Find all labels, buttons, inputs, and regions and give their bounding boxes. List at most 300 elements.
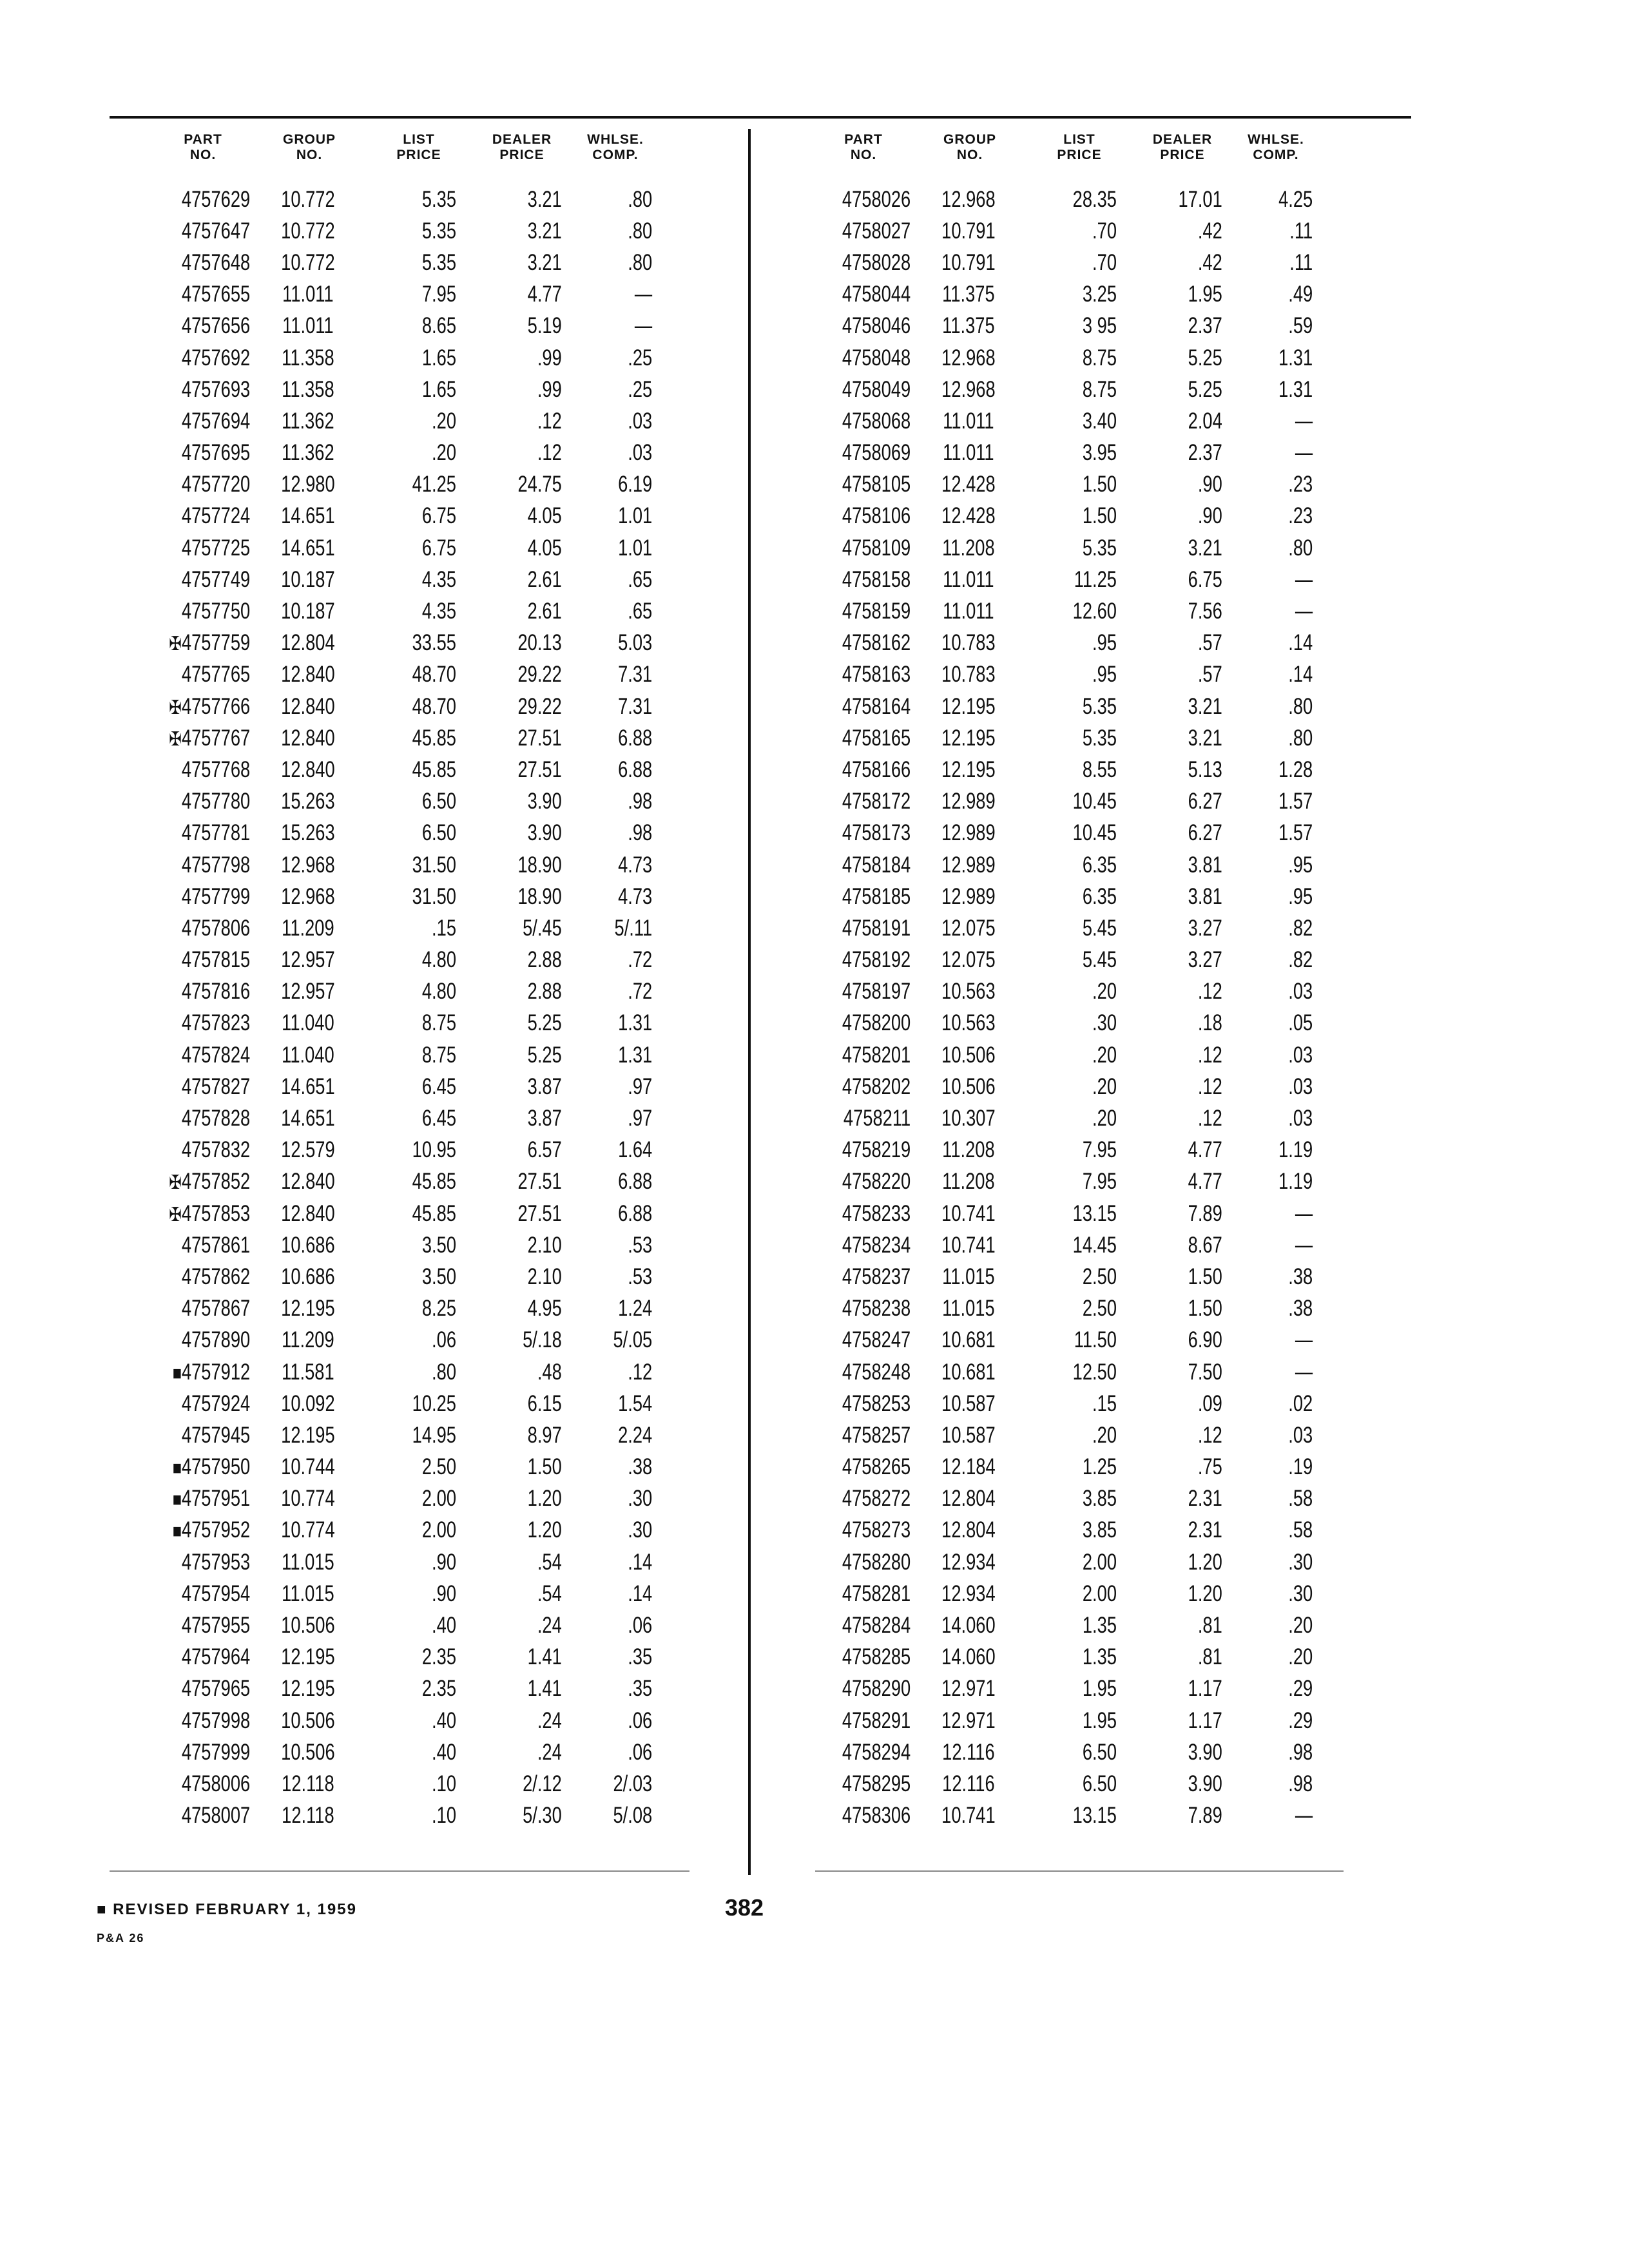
part-number bbox=[815, 1043, 911, 1068]
list-price: 3.50 bbox=[421, 1232, 456, 1258]
part-number bbox=[815, 1296, 911, 1321]
part-number bbox=[155, 472, 250, 497]
whlse-comp: 1.31 bbox=[618, 1042, 653, 1068]
whlse-comp: — bbox=[1295, 408, 1313, 434]
part-number bbox=[815, 282, 911, 307]
part-number bbox=[815, 1201, 911, 1227]
part-number bbox=[815, 1613, 911, 1639]
group-number: 10.744 bbox=[281, 1454, 335, 1480]
table-row bbox=[155, 976, 733, 1008]
part-number bbox=[155, 630, 250, 656]
whlse-comp: .53 bbox=[628, 1232, 653, 1258]
dealer-price: 27.51 bbox=[517, 756, 562, 782]
group-number: 12.840 bbox=[281, 693, 335, 719]
table-row bbox=[155, 1325, 733, 1356]
table-row bbox=[155, 1452, 733, 1483]
dealer-price: 20.13 bbox=[517, 630, 562, 656]
table-row bbox=[815, 912, 1393, 944]
table-row bbox=[155, 945, 733, 976]
dealer-price: 1.20 bbox=[1188, 1581, 1222, 1606]
group-number: 12.971 bbox=[941, 1707, 996, 1733]
list-price: 4.80 bbox=[421, 979, 456, 1004]
part-number bbox=[815, 726, 911, 751]
group-number: 11.011 bbox=[943, 440, 994, 466]
page-number: 382 bbox=[725, 1894, 764, 1921]
part-number-text: 4758191 bbox=[842, 915, 911, 941]
table-row bbox=[155, 1705, 733, 1736]
table-row bbox=[155, 1229, 733, 1261]
group-number: 10.506 bbox=[941, 1042, 996, 1068]
list-price: 6.35 bbox=[1082, 852, 1117, 878]
part-number bbox=[155, 1074, 250, 1100]
dealer-price: 3.21 bbox=[1188, 535, 1222, 561]
table-row bbox=[155, 1610, 733, 1641]
part-number-text: 4757828 bbox=[181, 1106, 251, 1131]
whlse-comp: .03 bbox=[1288, 1422, 1313, 1448]
whlse-comp: .97 bbox=[628, 1106, 653, 1131]
table-row bbox=[155, 1546, 733, 1578]
whlse-comp: .98 bbox=[1288, 1739, 1313, 1765]
part-number-text: 4757816 bbox=[181, 979, 251, 1004]
part-number-text: 4757767 bbox=[181, 725, 251, 751]
whlse-comp: — bbox=[1295, 566, 1313, 592]
whlse-comp: .06 bbox=[628, 1739, 653, 1765]
dealer-price: 4.05 bbox=[527, 535, 562, 561]
part-number-text: 4757867 bbox=[181, 1296, 251, 1321]
table-row bbox=[815, 1135, 1393, 1166]
part-number-text: 4757832 bbox=[181, 1137, 251, 1163]
dealer-price: 5.25 bbox=[1188, 345, 1222, 370]
table-row bbox=[155, 754, 733, 785]
dealer-price: 7.89 bbox=[1188, 1200, 1222, 1226]
dealer-price: 8.97 bbox=[527, 1422, 562, 1448]
part-number bbox=[815, 1074, 911, 1100]
dealer-price: 17.01 bbox=[1178, 186, 1222, 212]
part-number-text: 4757998 bbox=[181, 1707, 251, 1733]
part-number bbox=[815, 1264, 911, 1290]
section-code: P&A 26 bbox=[97, 1932, 145, 1945]
part-number bbox=[155, 1327, 250, 1353]
part-number-text: 4757693 bbox=[181, 376, 251, 402]
whlse-comp: .38 bbox=[1288, 1264, 1313, 1289]
part-number bbox=[815, 408, 911, 434]
part-number-text: 4757924 bbox=[181, 1390, 251, 1416]
part-number bbox=[815, 947, 911, 973]
group-number: 14.060 bbox=[941, 1613, 996, 1639]
table-row bbox=[155, 1102, 733, 1134]
whlse-comp: .29 bbox=[1288, 1707, 1313, 1733]
part-number bbox=[815, 1740, 911, 1765]
list-price: 45.85 bbox=[412, 1200, 456, 1226]
row-marker: ✠ bbox=[169, 697, 182, 718]
group-number: 15.263 bbox=[281, 789, 335, 814]
dealer-price: 2.10 bbox=[527, 1232, 562, 1258]
list-price: 4.35 bbox=[421, 599, 456, 624]
part-number-text: 4757692 bbox=[181, 345, 251, 370]
dealer-price: .90 bbox=[1197, 503, 1222, 529]
header-whlse-comp: WHLSE. COMP. bbox=[1248, 132, 1304, 162]
list-price: .10 bbox=[432, 1803, 456, 1829]
part-number bbox=[155, 852, 250, 878]
list-price: .20 bbox=[1092, 1073, 1117, 1099]
part-number-text: 4758219 bbox=[842, 1137, 911, 1163]
dealer-price: 27.51 bbox=[517, 1169, 562, 1195]
group-number: 14.651 bbox=[281, 503, 335, 529]
part-number bbox=[155, 789, 250, 814]
part-number bbox=[815, 630, 911, 656]
dealer-price: 6.15 bbox=[527, 1390, 562, 1416]
dealer-price: .12 bbox=[1197, 1073, 1222, 1099]
table-row bbox=[155, 1673, 733, 1705]
whlse-comp: .03 bbox=[628, 440, 653, 466]
part-number-text: 4758257 bbox=[842, 1422, 911, 1448]
group-number: 11.040 bbox=[282, 1010, 334, 1036]
part-number-text: 4758281 bbox=[842, 1581, 911, 1606]
list-price: 5.35 bbox=[421, 186, 456, 212]
list-price: 3.50 bbox=[421, 1264, 456, 1289]
dealer-price: .81 bbox=[1197, 1613, 1222, 1639]
group-number: 14.651 bbox=[281, 535, 335, 561]
list-price: 3.40 bbox=[1082, 408, 1117, 434]
part-number bbox=[815, 535, 911, 561]
table-row bbox=[815, 1008, 1393, 1039]
list-price: 7.95 bbox=[421, 282, 456, 307]
table-row bbox=[815, 1578, 1393, 1610]
group-number: 12.428 bbox=[941, 503, 996, 529]
table-row bbox=[155, 501, 733, 532]
dealer-price: 2.10 bbox=[527, 1264, 562, 1289]
part-number-text: 4758280 bbox=[842, 1549, 911, 1575]
table-row bbox=[155, 722, 733, 754]
list-price: .15 bbox=[432, 915, 456, 941]
group-number: 12.989 bbox=[941, 852, 996, 878]
list-price: 6.50 bbox=[1082, 1739, 1117, 1765]
table-row bbox=[815, 374, 1393, 405]
table-row bbox=[815, 1198, 1393, 1229]
dealer-price: .54 bbox=[537, 1549, 562, 1575]
part-number bbox=[155, 1771, 250, 1797]
list-price: .70 bbox=[1092, 249, 1117, 275]
dealer-price: 4.77 bbox=[1188, 1169, 1222, 1195]
list-price: .90 bbox=[432, 1549, 456, 1575]
whlse-comp: 1.24 bbox=[618, 1296, 653, 1321]
group-number: 12.428 bbox=[941, 472, 996, 497]
list-price: 33.55 bbox=[412, 630, 456, 656]
right-rows bbox=[815, 184, 1395, 1832]
dealer-price: 2.61 bbox=[527, 599, 562, 624]
whlse-comp: 7.31 bbox=[618, 693, 653, 719]
group-number: 12.195 bbox=[281, 1422, 335, 1448]
group-number: 11.015 bbox=[282, 1581, 334, 1606]
part-number-text: 4758068 bbox=[842, 408, 911, 434]
table-row bbox=[815, 1800, 1393, 1832]
whlse-comp: .14 bbox=[1288, 630, 1313, 656]
dealer-price: 27.51 bbox=[517, 1200, 562, 1226]
dealer-price: 1.20 bbox=[527, 1486, 562, 1512]
part-number bbox=[815, 1391, 911, 1417]
table-row bbox=[155, 342, 733, 374]
whlse-comp: .82 bbox=[1288, 947, 1313, 973]
whlse-comp: — bbox=[634, 313, 653, 339]
part-number-text: 4757781 bbox=[181, 820, 251, 846]
part-number bbox=[815, 979, 911, 1004]
dealer-price: .99 bbox=[537, 345, 562, 370]
table-row bbox=[155, 1135, 733, 1166]
column-divider bbox=[748, 129, 751, 1875]
dealer-price: 4.77 bbox=[527, 282, 562, 307]
list-price: 8.75 bbox=[421, 1042, 456, 1068]
part-number-text: 4757852 bbox=[181, 1169, 251, 1195]
table-row bbox=[815, 1452, 1393, 1483]
whlse-comp: .38 bbox=[628, 1454, 653, 1480]
header-group-no: GROUP NO. bbox=[943, 132, 996, 162]
group-number: 11.362 bbox=[282, 440, 334, 466]
dealer-price: 7.89 bbox=[1188, 1803, 1222, 1829]
part-number-text: 4757952 bbox=[181, 1517, 251, 1543]
whlse-comp: — bbox=[634, 282, 653, 307]
part-number-text: 4758164 bbox=[842, 693, 911, 719]
group-number: 10.506 bbox=[941, 1073, 996, 1099]
part-number-text: 4758272 bbox=[842, 1486, 911, 1512]
table-row bbox=[815, 469, 1393, 501]
table-row bbox=[815, 1071, 1393, 1102]
whlse-comp: .72 bbox=[628, 979, 653, 1004]
table-row bbox=[815, 691, 1393, 722]
group-number: 10.783 bbox=[941, 662, 996, 687]
header-dealer-price: DEALER PRICE bbox=[1152, 132, 1213, 162]
whlse-comp: .03 bbox=[628, 408, 653, 434]
dealer-price: 6.27 bbox=[1188, 820, 1222, 846]
table-row bbox=[155, 628, 733, 659]
table-row bbox=[155, 1008, 733, 1039]
group-number: 12.840 bbox=[281, 756, 335, 782]
whlse-comp: 2/.03 bbox=[613, 1771, 653, 1796]
whlse-comp: 6.88 bbox=[618, 756, 653, 782]
table-row bbox=[155, 1483, 733, 1515]
group-number: 11.209 bbox=[282, 1327, 334, 1353]
whlse-comp: .58 bbox=[1288, 1517, 1313, 1543]
dealer-price: 5.25 bbox=[527, 1010, 562, 1036]
list-price: .40 bbox=[432, 1707, 456, 1733]
dealer-price: 4.05 bbox=[527, 503, 562, 529]
dealer-price: 1.41 bbox=[527, 1644, 562, 1670]
dealer-price: 2.37 bbox=[1188, 440, 1222, 466]
part-number-text: 4758007 bbox=[181, 1803, 251, 1829]
table-row bbox=[155, 1166, 733, 1198]
dealer-price: 1.50 bbox=[1188, 1296, 1222, 1321]
list-price: .20 bbox=[1092, 1106, 1117, 1131]
list-price: 5.35 bbox=[421, 218, 456, 244]
dealer-price: 6.75 bbox=[1188, 566, 1222, 592]
part-number-text: 4758247 bbox=[842, 1327, 911, 1353]
list-price: 5.35 bbox=[1082, 693, 1117, 719]
part-number-text: 4758220 bbox=[842, 1169, 911, 1195]
whlse-comp: .02 bbox=[1288, 1390, 1313, 1416]
part-number bbox=[815, 440, 911, 466]
group-number: 12.968 bbox=[941, 186, 996, 212]
whlse-comp: .80 bbox=[628, 249, 653, 275]
dealer-price: 3.81 bbox=[1188, 883, 1222, 909]
group-number: 11.015 bbox=[942, 1264, 995, 1289]
part-number-text: 4757656 bbox=[181, 313, 251, 339]
part-number-text: 4757780 bbox=[181, 789, 251, 814]
whlse-comp: .19 bbox=[1288, 1454, 1313, 1480]
group-number: 10.307 bbox=[941, 1106, 996, 1131]
part-number bbox=[815, 1486, 911, 1512]
row-marker: ✠ bbox=[169, 633, 182, 655]
part-number-text: 4757945 bbox=[181, 1422, 251, 1448]
part-number-text: 4758173 bbox=[842, 820, 911, 846]
part-number bbox=[155, 1010, 250, 1036]
part-number bbox=[155, 1360, 250, 1385]
part-number bbox=[815, 1360, 911, 1385]
right-bottom-rule bbox=[815, 1870, 1344, 1872]
dealer-price: 1.50 bbox=[1188, 1264, 1222, 1289]
part-number bbox=[155, 1233, 250, 1258]
part-number-text: 4757724 bbox=[181, 503, 251, 529]
list-price: 8.55 bbox=[1082, 756, 1117, 782]
whlse-comp: 4.73 bbox=[618, 852, 653, 878]
left-column-header bbox=[155, 132, 735, 184]
part-number bbox=[155, 345, 250, 371]
table-row bbox=[815, 501, 1393, 532]
whlse-comp: .23 bbox=[1288, 503, 1313, 529]
header-whlse-comp: WHLSE. COMP. bbox=[587, 132, 644, 162]
part-number-text: 4757806 bbox=[181, 915, 251, 941]
whlse-comp: .65 bbox=[628, 566, 653, 592]
table-row bbox=[815, 1261, 1393, 1293]
dealer-price: 1.41 bbox=[527, 1676, 562, 1702]
group-number: 11.011 bbox=[943, 408, 994, 434]
group-number: 11.375 bbox=[942, 313, 995, 339]
dealer-price: 4.77 bbox=[1188, 1137, 1222, 1163]
part-number bbox=[155, 599, 250, 624]
table-row bbox=[815, 1673, 1393, 1705]
group-number: 12.968 bbox=[281, 883, 335, 909]
list-price: .80 bbox=[432, 1359, 456, 1385]
table-row bbox=[815, 1768, 1393, 1800]
table-row bbox=[815, 532, 1393, 564]
part-number-text: 4757765 bbox=[181, 662, 251, 687]
table-row bbox=[155, 1388, 733, 1419]
list-price: 12.60 bbox=[1072, 599, 1117, 624]
group-number: 12.195 bbox=[941, 756, 996, 782]
part-number-text: 4757750 bbox=[181, 599, 251, 624]
table-row bbox=[815, 1356, 1393, 1388]
top-rule bbox=[110, 116, 1411, 119]
list-price: 11.25 bbox=[1074, 566, 1117, 592]
group-number: 12.195 bbox=[941, 725, 996, 751]
dealer-price: .24 bbox=[537, 1739, 562, 1765]
group-number: 10.686 bbox=[281, 1232, 335, 1258]
part-number bbox=[155, 408, 250, 434]
part-number bbox=[155, 1043, 250, 1068]
group-number: 12.116 bbox=[942, 1771, 995, 1796]
part-number-text: 4757853 bbox=[181, 1200, 251, 1226]
part-number-text: 4757768 bbox=[181, 756, 251, 782]
group-number: 11.011 bbox=[943, 599, 994, 624]
part-number bbox=[155, 218, 250, 244]
group-number: 14.651 bbox=[281, 1073, 335, 1099]
list-price: 1.25 bbox=[1082, 1454, 1117, 1480]
left-price-column bbox=[155, 132, 735, 1832]
whlse-comp: .20 bbox=[1288, 1644, 1313, 1670]
whlse-comp: — bbox=[1295, 1232, 1313, 1258]
list-price: 45.85 bbox=[412, 725, 456, 751]
list-price: 6.75 bbox=[421, 535, 456, 561]
table-row bbox=[155, 1768, 733, 1800]
part-number bbox=[815, 694, 911, 720]
list-price: 14.45 bbox=[1072, 1232, 1117, 1258]
dealer-price: .54 bbox=[537, 1581, 562, 1606]
whlse-comp: .98 bbox=[628, 789, 653, 814]
group-number: 10.506 bbox=[281, 1739, 335, 1765]
part-number bbox=[155, 916, 250, 941]
table-row bbox=[815, 405, 1393, 437]
table-row bbox=[155, 279, 733, 311]
group-number: 12.116 bbox=[942, 1739, 995, 1765]
group-number: 12.968 bbox=[941, 345, 996, 370]
group-number: 14.651 bbox=[281, 1106, 335, 1131]
group-number: 12.957 bbox=[281, 947, 335, 973]
group-number: 10.783 bbox=[941, 630, 996, 656]
table-row bbox=[815, 1039, 1393, 1071]
part-number-text: 4757861 bbox=[181, 1232, 251, 1258]
whlse-comp: .23 bbox=[1288, 472, 1313, 497]
group-number: 10.187 bbox=[281, 599, 335, 624]
part-number-text: 4758069 bbox=[842, 440, 911, 466]
part-number bbox=[815, 187, 911, 213]
whlse-comp: .65 bbox=[628, 599, 653, 624]
dealer-price: .90 bbox=[1197, 472, 1222, 497]
part-number bbox=[815, 377, 911, 403]
group-number: 15.263 bbox=[281, 820, 335, 846]
table-row bbox=[815, 1705, 1393, 1736]
part-number-text: 4757694 bbox=[181, 408, 251, 434]
dealer-price: 6.90 bbox=[1188, 1327, 1222, 1353]
whlse-comp: — bbox=[1295, 599, 1313, 624]
table-row bbox=[815, 1419, 1393, 1451]
group-number: 12.968 bbox=[941, 376, 996, 402]
table-row bbox=[815, 1483, 1393, 1515]
whlse-comp: .03 bbox=[1288, 1042, 1313, 1068]
table-row bbox=[815, 1166, 1393, 1198]
part-number-text: 4758165 bbox=[842, 725, 911, 751]
list-price: .95 bbox=[1092, 630, 1117, 656]
group-number: 12.195 bbox=[941, 693, 996, 719]
part-number bbox=[815, 218, 911, 244]
group-number: 10.741 bbox=[941, 1200, 996, 1226]
whlse-comp: .06 bbox=[628, 1707, 653, 1733]
list-price: .06 bbox=[432, 1327, 456, 1353]
part-number bbox=[155, 1803, 250, 1829]
row-marker: ✠ bbox=[169, 1172, 182, 1194]
dealer-price: .24 bbox=[537, 1707, 562, 1733]
whlse-comp: 6.88 bbox=[618, 1169, 653, 1195]
list-price: 5.35 bbox=[1082, 535, 1117, 561]
group-number: 12.804 bbox=[281, 630, 335, 656]
table-row bbox=[155, 469, 733, 501]
part-number bbox=[815, 1423, 911, 1448]
part-number bbox=[155, 1264, 250, 1290]
dealer-price: 4.95 bbox=[527, 1296, 562, 1321]
part-number-text: 4757912 bbox=[181, 1359, 251, 1385]
part-number-text: 4758049 bbox=[842, 376, 911, 402]
list-price: 6.50 bbox=[1082, 1771, 1117, 1796]
whlse-comp: .11 bbox=[1289, 249, 1313, 275]
list-price: 1.65 bbox=[421, 345, 456, 370]
list-price: 2.00 bbox=[1082, 1549, 1117, 1575]
